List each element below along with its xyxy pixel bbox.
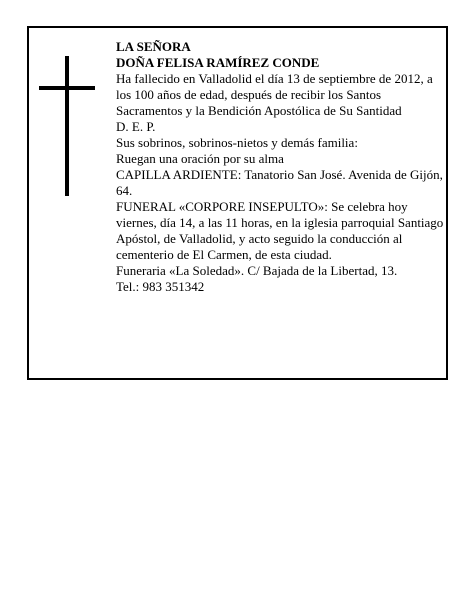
prayer-line: Ruegan una oración por su alma xyxy=(116,151,284,166)
cross-icon-crossbar xyxy=(39,86,95,90)
funeral-info: FUNERAL «CORPORE INSEPULTO»: Se celebra hoy viernes, día 14, a las 11 horas, en la iglesia parroquial Santiago Apóstol, de Valladolid, y acto seguido la conducción al cementerio de El Carmen, de esta ciudad. xyxy=(116,199,444,262)
death-announcement: Ha fallecido en Valladolid el día 13 de septiembre de 2012, a los 100 años de edad, después de recibir los Santos Sacramentos y la Bendición Apostólica de Su Santidad xyxy=(116,71,433,118)
funeral-home-info: Funeraria «La Soledad». C/ Bajada de la Libertad, 13. xyxy=(116,263,398,278)
family-line: Sus sobrinos, sobrinos-nietos y demás familia: xyxy=(116,135,358,150)
rip-line: D. E. P. xyxy=(116,119,156,134)
obituary-text xyxy=(116,39,446,295)
chapel-info: CAPILLA ARDIENTE: Tanatorio San José. Avenida de Gijón, 64. xyxy=(116,167,443,198)
deceased-name: DOÑA FELISA RAMÍREZ CONDE xyxy=(116,55,320,70)
notice-title: LA SEÑORA xyxy=(116,39,191,54)
phone-info: Tel.: 983 351342 xyxy=(116,279,205,294)
cross-icon xyxy=(65,56,69,196)
